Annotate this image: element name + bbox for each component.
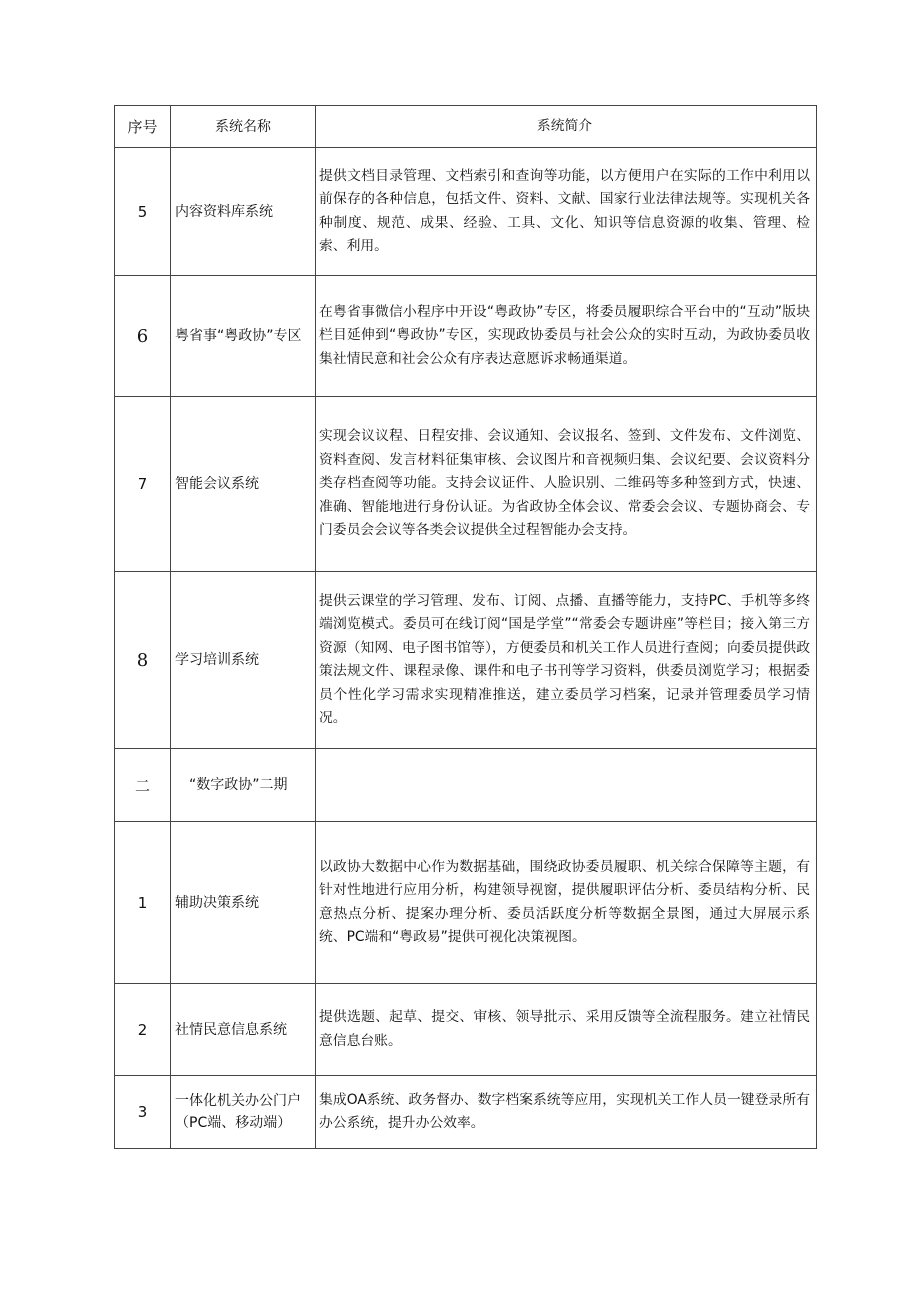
row-no: 5 (115, 148, 171, 276)
row-desc: 提供文档目录管理、文档索引和查询等功能，以方便用户在实际的工作中利用以前保存的各种信息，包括文件、资料、文献、国家行业法律法规等。实现机关各种制度、规范、成果、经验、工具、文化、知识等信息资源的收集、管理、检索、利用。 (316, 148, 817, 276)
row-desc: 提供选题、起草、提交、审核、领导批示、采用反馈等全流程服务。建立社情民意信息台账。 (316, 984, 817, 1076)
row-no: 3 (115, 1076, 171, 1149)
row-name: 内容资料库系统 (171, 148, 316, 276)
section-row (115, 749, 817, 822)
row-no: 8 (115, 572, 171, 749)
table-row (115, 822, 817, 984)
table-header-row (115, 106, 817, 148)
header-desc: 系统简介 (316, 106, 817, 148)
table-row (115, 1076, 817, 1149)
row-name: 辅助决策系统 (171, 822, 316, 984)
row-no: 2 (115, 984, 171, 1076)
row-name: 智能会议系统 (171, 397, 316, 572)
header-name: 系统名称 (171, 106, 316, 148)
systems-table (114, 105, 817, 1149)
row-name: 社情民意信息系统 (171, 984, 316, 1076)
row-no: 6 (115, 276, 171, 397)
row-no: 7 (115, 397, 171, 572)
table-row (115, 148, 817, 276)
table-row (115, 276, 817, 397)
table-row (115, 572, 817, 749)
row-desc: 集成OA系统、政务督办、数字档案系统等应用，实现机关工作人员一键登录所有办公系统，提升办公效率。 (316, 1076, 817, 1149)
row-desc: 在粤省事微信小程序中开设“粤政协”专区，将委员履职综合平台中的“互动”版块栏目延伸到“粤政协”专区，实现政协委员与社会公众的实时互动，为政协委员收集社情民意和社会公众有序表达意愿诉求畅通渠道。 (316, 276, 817, 397)
table-row (115, 397, 817, 572)
row-desc: 提供云课堂的学习管理、发布、订阅、点播、直播等能力，支持PC、手机等多终端浏览模式。委员可在线订阅“国是学堂”“常委会专题讲座”等栏目；接入第三方资源（知网、电子图书馆等），方便委员和机关工作人员进行查阅；向委员提供政策法规文件、课程录像、课件和电子书刊等学习资料，供委员浏览学习；根据委员个性化学习需求实现精准推送，建立委员学习档案，记录并管理委员学习情况。 (316, 572, 817, 749)
section-desc (316, 749, 817, 822)
row-name: 粤省事“粤政协”专区 (171, 276, 316, 397)
row-desc: 以政协大数据中心作为数据基础，围绕政协委员履职、机关综合保障等主题，有针对性地进行应用分析，构建领导视窗，提供履职评估分析、委员结构分析、民意热点分析、提案办理分析、委员活跃度分析等数据全景图，通过大屏展示系统、PC端和“粤政易”提供可视化决策视图。 (316, 822, 817, 984)
row-name: 学习培训系统 (171, 572, 316, 749)
row-no: 1 (115, 822, 171, 984)
table-row (115, 984, 817, 1076)
section-title: “数字政协”二期 (171, 749, 316, 822)
section-no: 二 (115, 749, 171, 822)
header-no: 序号 (115, 106, 171, 148)
row-name: 一体化机关办公门户（PC端、移动端） (171, 1076, 316, 1149)
row-desc: 实现会议议程、日程安排、会议通知、会议报名、签到、文件发布、文件浏览、资料查阅、发言材料征集审核、会议图片和音视频归集、会议纪要、会议资料分类存档查阅等功能。支持会议证件、人脸识别、二维码等多种签到方式，快速、准确、智能地进行身份认证。为省政协全体会议、常委会会议、专题协商会、专门委员会会议等各类会议提供全过程智能办会支持。 (316, 397, 817, 572)
